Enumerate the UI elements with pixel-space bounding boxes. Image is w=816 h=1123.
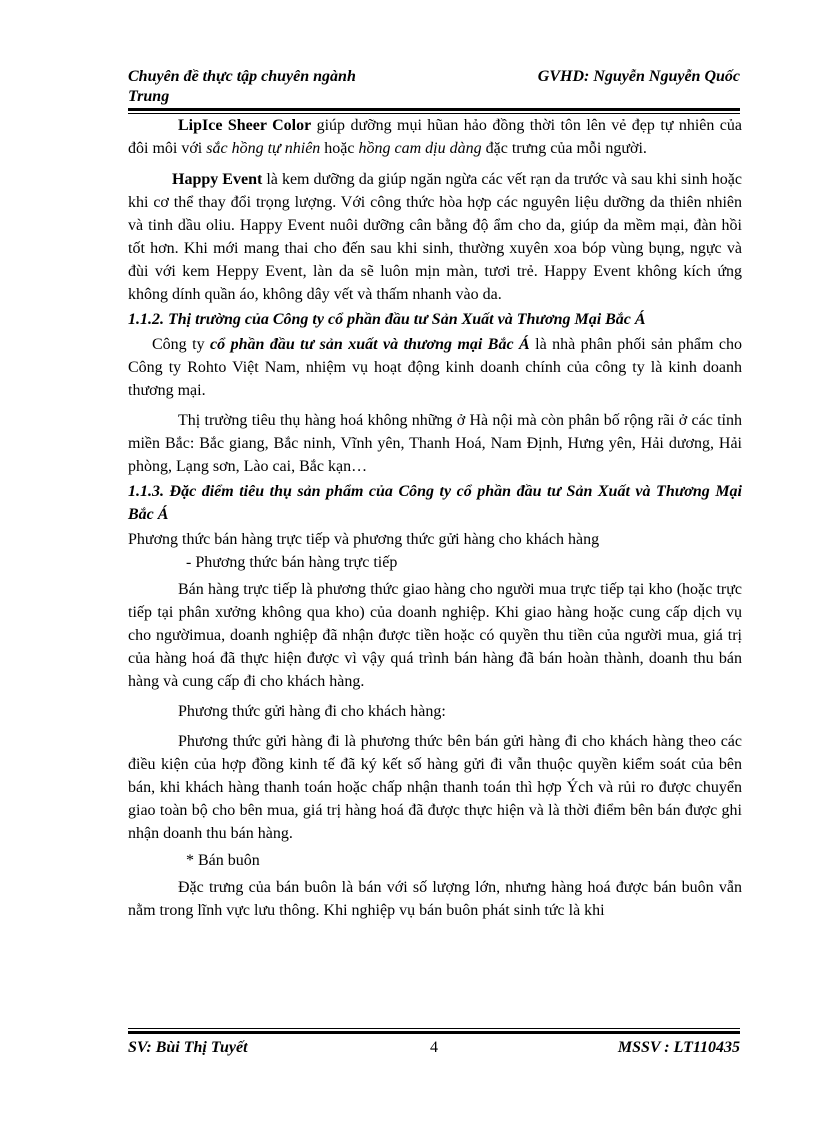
page-header — [128, 67, 740, 107]
page-number: 4 — [430, 1039, 438, 1056]
product-name-lipice: LipIce Sheer Color — [178, 117, 312, 134]
paragraph-direct-sales: Bán hàng trực tiếp là phương thức giao hàng cho người mua trực tiếp tại kho (hoặc trực tiếp tại phân xưởng không qua kho) của doanh nghiệp. Khi giao hàng hoặc cung cấp dịch vụ cho ngườimua, doanh nghiệp đã nhận được tiền hoặc có quyền thu tiền của người mua, giá trị của hàng hoá đã thực hiện được vì vậy quá trình bán hàng đã bán hoàn thành, doanh thu bán hàng và cung cấp đi cho khách hàng. — [128, 581, 742, 690]
company-name: cổ phần đầu tư sản xuất và thương mại Bắc Á — [210, 336, 530, 353]
paragraph-lipice — [128, 114, 742, 160]
paragraph-wholesale-label: * Bán buôn — [186, 852, 260, 869]
text-run: Công ty — [152, 336, 211, 353]
paragraph-company — [128, 333, 742, 402]
text-run-italic: hồng cam dịu dàng — [358, 140, 482, 157]
text-run: hoặc — [320, 140, 359, 157]
header-title-line1: Chuyên đề thực tập chuyên ngành — [128, 68, 356, 85]
text-run: giúp dưỡng mụi hũan hảo đồng thời tôn lên vẻ đẹp tự nhiên của đôi môi với — [128, 117, 743, 157]
footer-student-name: SV: Bùi Thị Tuyết — [128, 1039, 248, 1056]
section-heading-1-1-3: 1.1.3. Đặc điểm tiêu thụ sản phẩm của Công ty cổ phần đầu tư Sản Xuất và Thương Mại Bắc Á — [128, 483, 742, 523]
paragraph-consignment-label: Phương thức gửi hàng đi cho khách hàng: — [178, 703, 446, 720]
page-footer — [128, 1038, 740, 1060]
text-run: đặc trưng của mỗi người. — [481, 140, 647, 157]
text-run-italic: sắc hồng tự nhiên — [206, 140, 321, 157]
footer-rule-thin — [128, 1028, 740, 1029]
paragraph-consignment: Phương thức gửi hàng đi là phương thức bên bán gửi hàng đi cho khách hàng theo các điều kiện của hợp đồng kinh tế đã ký kết số hàng gửi đi vẫn thuộc quyền kiểm soát của bên bán, khi khách hàng thanh toán hoặc chấp nhận thanh toán thì hợp Ých và rủi ro được chuyển giao toàn bộ cho bên mua, giá trị hàng hoá đã được thực hiện và là thời điểm bên bán được ghi nhận doanh thu bán hàng. — [128, 733, 742, 842]
paragraph-wholesale: Đặc trưng của bán buôn là bán với số lượng lớn, nhưng hàng hoá được bán buôn vẫn nằm trong lĩnh vực lưu thông. Khi nghiệp vụ bán buôn phát sinh tức là khi — [128, 879, 742, 919]
text-run: là nhà phân phối sản phẩm cho Công ty Rohto Việt Nam, nhiệm vụ hoạt động kinh doanh chính của công ty là kinh doanh thương mại. — [128, 336, 743, 399]
section-heading-1-1-2: 1.1.2. Thị trường của Công ty cổ phần đầu tư Sản Xuất và Thương Mại Bắc Á — [128, 311, 646, 328]
header-title-line2: Trung — [128, 88, 170, 105]
header-course-title — [128, 67, 428, 107]
product-name-happy-event: Happy Event — [172, 171, 263, 188]
paragraph-methods: Phương thức bán hàng trực tiếp và phương thức gửi hàng cho khách hàng — [128, 531, 600, 548]
paragraph-direct-sales-label: - Phương thức bán hàng trực tiếp — [186, 554, 398, 571]
paragraph-happy-event — [128, 168, 742, 306]
footer-rule-thick — [128, 1031, 740, 1034]
paragraph-market: Thị trường tiêu thụ hàng hoá không những ở Hà nội mà còn phân bố rộng rãi ở các tỉnh miền Bắc: Bắc giang, Bắc ninh, Vĩnh yên, Thanh Hoá, Nam Định, Hưng yên, Hải dương, Hải phòng, Lạng sơn, Lào cai, Bắc kạn… — [128, 412, 742, 475]
text-run: là kem dưỡng da giúp ngăn ngừa các vết rạn da trước và sau khi sinh hoặc khi cơ thể thay đổi trọng lượng. Với công thức hòa hợp các nguyên liệu dưỡng da thiên nhiên và tinh dầu oliu. Happy Event nuôi dưỡng cân bằng độ ẩm cho da, giúp da mềm mại, đàn hồi tốt hơn. Khi mới mang thai cho đến sau khi sinh, thường xuyên xoa bóp vùng bụng, ngực và đùi với kem Heppy Event, làn da sẽ luôn mịn màn, tươi trẻ. Happy Event không kích ứng không dính quần áo, không dây vết và thấm nhanh vào da. — [128, 171, 742, 303]
header-rule-thick — [128, 108, 740, 111]
footer-student-id: MSSV : LT110435 — [617, 1039, 740, 1056]
header-supervisor: GVHD: Nguyễn Nguyễn Quốc — [537, 68, 740, 85]
document-body — [128, 114, 742, 922]
